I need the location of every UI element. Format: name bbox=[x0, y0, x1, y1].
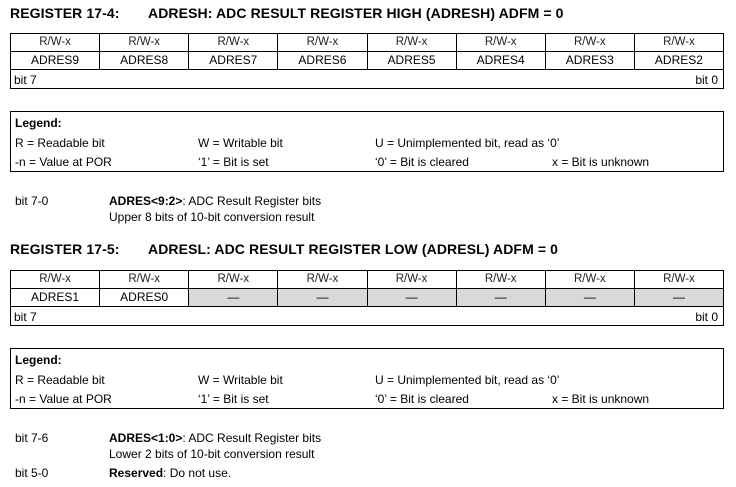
bit-description bbox=[109, 194, 321, 208]
access-cell: R/W-x bbox=[277, 34, 366, 51]
register-17-4-table bbox=[10, 33, 724, 89]
legend-set: ‘1’ = Bit is set bbox=[198, 392, 269, 406]
bit-range-label: bit 7-0 bbox=[15, 194, 49, 208]
field-name: ADRES<9:2> bbox=[109, 194, 183, 208]
bit-description-detail: Upper 8 bits of 10-bit conversion result bbox=[109, 210, 315, 224]
bit-low-label: bit 0 bbox=[695, 310, 718, 324]
legend-unknown: x = Bit is unknown bbox=[552, 155, 650, 169]
field-name: Reserved bbox=[109, 466, 164, 480]
register-title: ADRESL: ADC RESULT REGISTER LOW (ADRESL) ADFM = 0 bbox=[148, 241, 558, 257]
unimplemented-bit-cell: — bbox=[277, 289, 366, 306]
bit-name-cell: ADRES3 bbox=[545, 52, 634, 69]
bit-range-label: bit 7-6 bbox=[15, 431, 49, 445]
bit-name-cell: ADRES2 bbox=[634, 52, 723, 69]
legend-por: -n = Value at POR bbox=[15, 155, 112, 169]
legend-heading: Legend: bbox=[15, 353, 62, 367]
unimplemented-bit-cell: — bbox=[456, 289, 545, 306]
bit-name-cell: ADRES5 bbox=[367, 52, 456, 69]
bit-index-row bbox=[11, 307, 723, 327]
unimplemented-bit-cell: — bbox=[545, 289, 634, 306]
legend-writable: W = Writable bit bbox=[198, 136, 283, 150]
bit-high-label: bit 7 bbox=[14, 310, 37, 324]
bit-name-cell: ADRES0 bbox=[99, 289, 188, 306]
access-cell: R/W-x bbox=[545, 34, 634, 51]
unimplemented-bit-cell: — bbox=[188, 289, 277, 306]
access-cell: R/W-x bbox=[367, 34, 456, 51]
bit-range-label: bit 5-0 bbox=[15, 466, 49, 480]
bit-low-label: bit 0 bbox=[695, 73, 718, 87]
access-row bbox=[11, 271, 723, 289]
access-cell: R/W-x bbox=[188, 271, 277, 288]
access-cell: R/W-x bbox=[39, 36, 71, 48]
access-cell: R/W-x bbox=[634, 34, 723, 51]
bit-name-cell: ADRES7 bbox=[188, 52, 277, 69]
bit-description bbox=[109, 466, 231, 480]
legend-writable: W = Writable bit bbox=[198, 373, 283, 387]
access-cell: R/W-x bbox=[99, 34, 188, 51]
field-name: ADRES<1:0> bbox=[109, 431, 183, 445]
bit-name-cell: ADRES6 bbox=[277, 52, 366, 69]
legend-box bbox=[10, 348, 724, 409]
bit-high-label: bit 7 bbox=[14, 73, 37, 87]
bit-description bbox=[109, 431, 321, 445]
bit-name-cell: ADRES4 bbox=[456, 52, 545, 69]
field-description: : ADC Result Register bits bbox=[182, 431, 322, 445]
access-cell: R/W-x bbox=[99, 271, 188, 288]
legend-readable: R = Readable bit bbox=[15, 373, 105, 387]
access-row bbox=[11, 34, 723, 52]
register-17-5-table bbox=[10, 270, 724, 326]
access-cell: R/W-x bbox=[456, 271, 545, 288]
legend-set: ‘1’ = Bit is set bbox=[198, 155, 269, 169]
bit-description-detail: Lower 2 bits of 10-bit conversion result bbox=[109, 447, 315, 461]
access-cell: R/W-x bbox=[634, 271, 723, 288]
unimplemented-bit-cell: — bbox=[367, 289, 456, 306]
legend-unimplemented: U = Unimplemented bit, read as ‘0’ bbox=[375, 136, 560, 150]
access-cell: R/W-x bbox=[545, 271, 634, 288]
access-cell: R/W-x bbox=[39, 273, 71, 285]
field-description: : Do not use. bbox=[163, 466, 232, 480]
access-cell: R/W-x bbox=[188, 34, 277, 51]
unimplemented-bit-cell: — bbox=[634, 289, 723, 306]
access-cell: R/W-x bbox=[456, 34, 545, 51]
access-cell: R/W-x bbox=[367, 271, 456, 288]
register-17-4-heading bbox=[10, 5, 564, 21]
access-cell: R/W-x bbox=[277, 271, 366, 288]
field-description: : ADC Result Register bits bbox=[182, 194, 322, 208]
legend-box bbox=[10, 111, 724, 172]
register-number: REGISTER 17-5: bbox=[10, 241, 120, 257]
bit-name-cell: ADRES8 bbox=[99, 52, 188, 69]
register-17-5-heading bbox=[10, 241, 558, 257]
bit-index-row bbox=[11, 70, 723, 90]
legend-por: -n = Value at POR bbox=[15, 392, 112, 406]
bit-name-cell: ADRES9 bbox=[31, 53, 80, 67]
legend-cleared: ‘0’ = Bit is cleared bbox=[375, 155, 469, 169]
legend-heading: Legend: bbox=[15, 116, 62, 130]
bit-name-row bbox=[11, 289, 723, 307]
bit-name-row bbox=[11, 52, 723, 70]
legend-unknown: x = Bit is unknown bbox=[552, 392, 650, 406]
legend-readable: R = Readable bit bbox=[15, 136, 105, 150]
legend-unimplemented: U = Unimplemented bit, read as ‘0’ bbox=[375, 373, 560, 387]
bit-name-cell: ADRES1 bbox=[31, 290, 80, 304]
register-title: ADRESH: ADC RESULT REGISTER HIGH (ADRESH) ADFM = 0 bbox=[148, 5, 564, 21]
legend-cleared: ‘0’ = Bit is cleared bbox=[375, 392, 469, 406]
register-number: REGISTER 17-4: bbox=[10, 5, 120, 21]
